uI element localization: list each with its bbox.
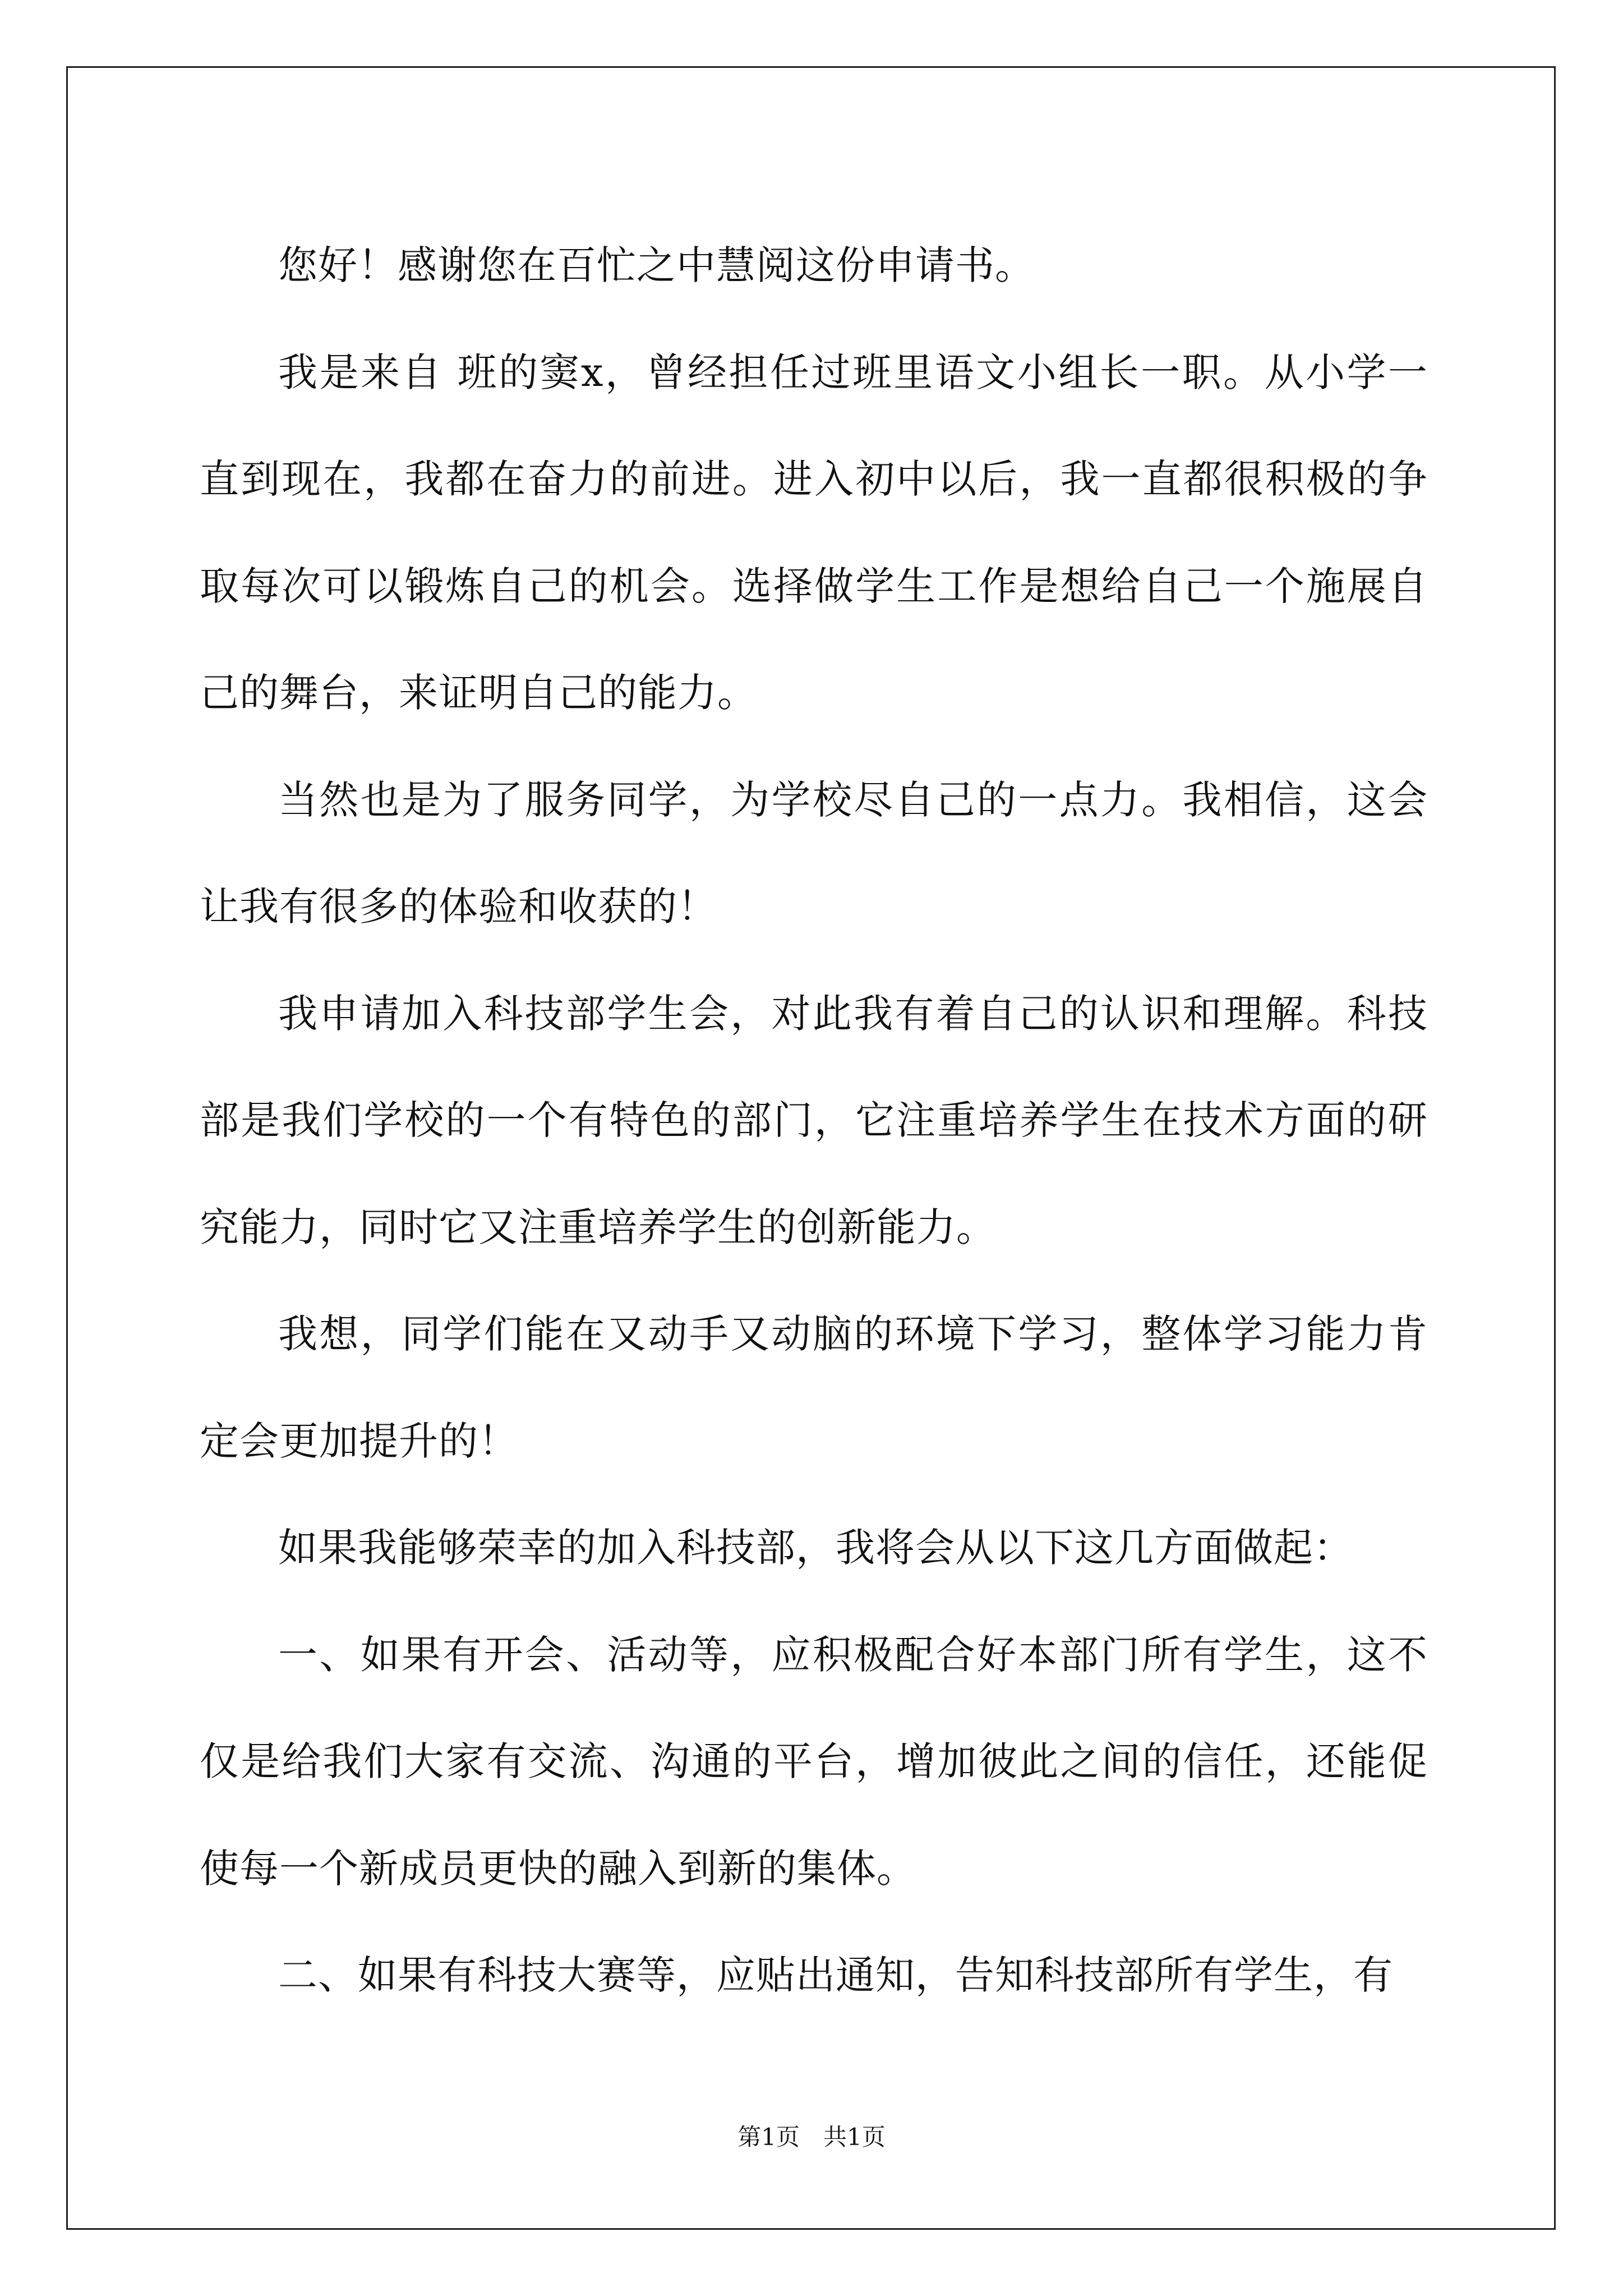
- paragraph-department: 我申请加入科技部学生会，对此我有着自己的认识和理解。科技部是我们学校的一个有特色的部门，它注重培养学生在技术方面的研究能力，同时它又注重培养学生的创新能力。: [200, 990, 1428, 1250]
- paragraph-plan-one: 一、如果有开会、活动等，应积极配合好本部门所有学生，这不仅是给我们大家有交流、沟通的平台，增加彼此之间的信任，还能促使每一个新成员更快的融入到新的集体。: [200, 1631, 1428, 1892]
- paragraph-service: 当然也是为了服务同学，为学校尽自己的一点力。我相信，这会让我有很多的体验和收获的！: [200, 776, 1428, 930]
- paragraph-greeting: 您好！感谢您在百忙之中慧阅这份申请书。: [278, 242, 1035, 288]
- document-body: [200, 212, 1428, 2029]
- page-number-footer: 第1页 共1页: [737, 2123, 886, 2151]
- paragraph-plan-intro: 如果我能够荣幸的加入科技部，我将会从以下这几方面做起：: [278, 1525, 1353, 1571]
- paragraph-plan-two: 二、如果有科技大赛等，应贴出通知，告知科技部所有学生，有: [278, 1952, 1393, 1998]
- paragraph-introduction: 我是来自 班的窦x，曾经担任过班里语文小组长一职。从小学一直到现在，我都在奋力的前进。进入初中以后，我一直都很积极的争取每次可以锻炼自己的机会。选择做学生工作是想给自己一个施展自己的舞台，来证明自己的能力。: [200, 349, 1428, 716]
- paragraph-learning: 我想，同学们能在又动手又动脑的环境下学习，整体学习能力肯定会更加提升的！: [200, 1311, 1428, 1464]
